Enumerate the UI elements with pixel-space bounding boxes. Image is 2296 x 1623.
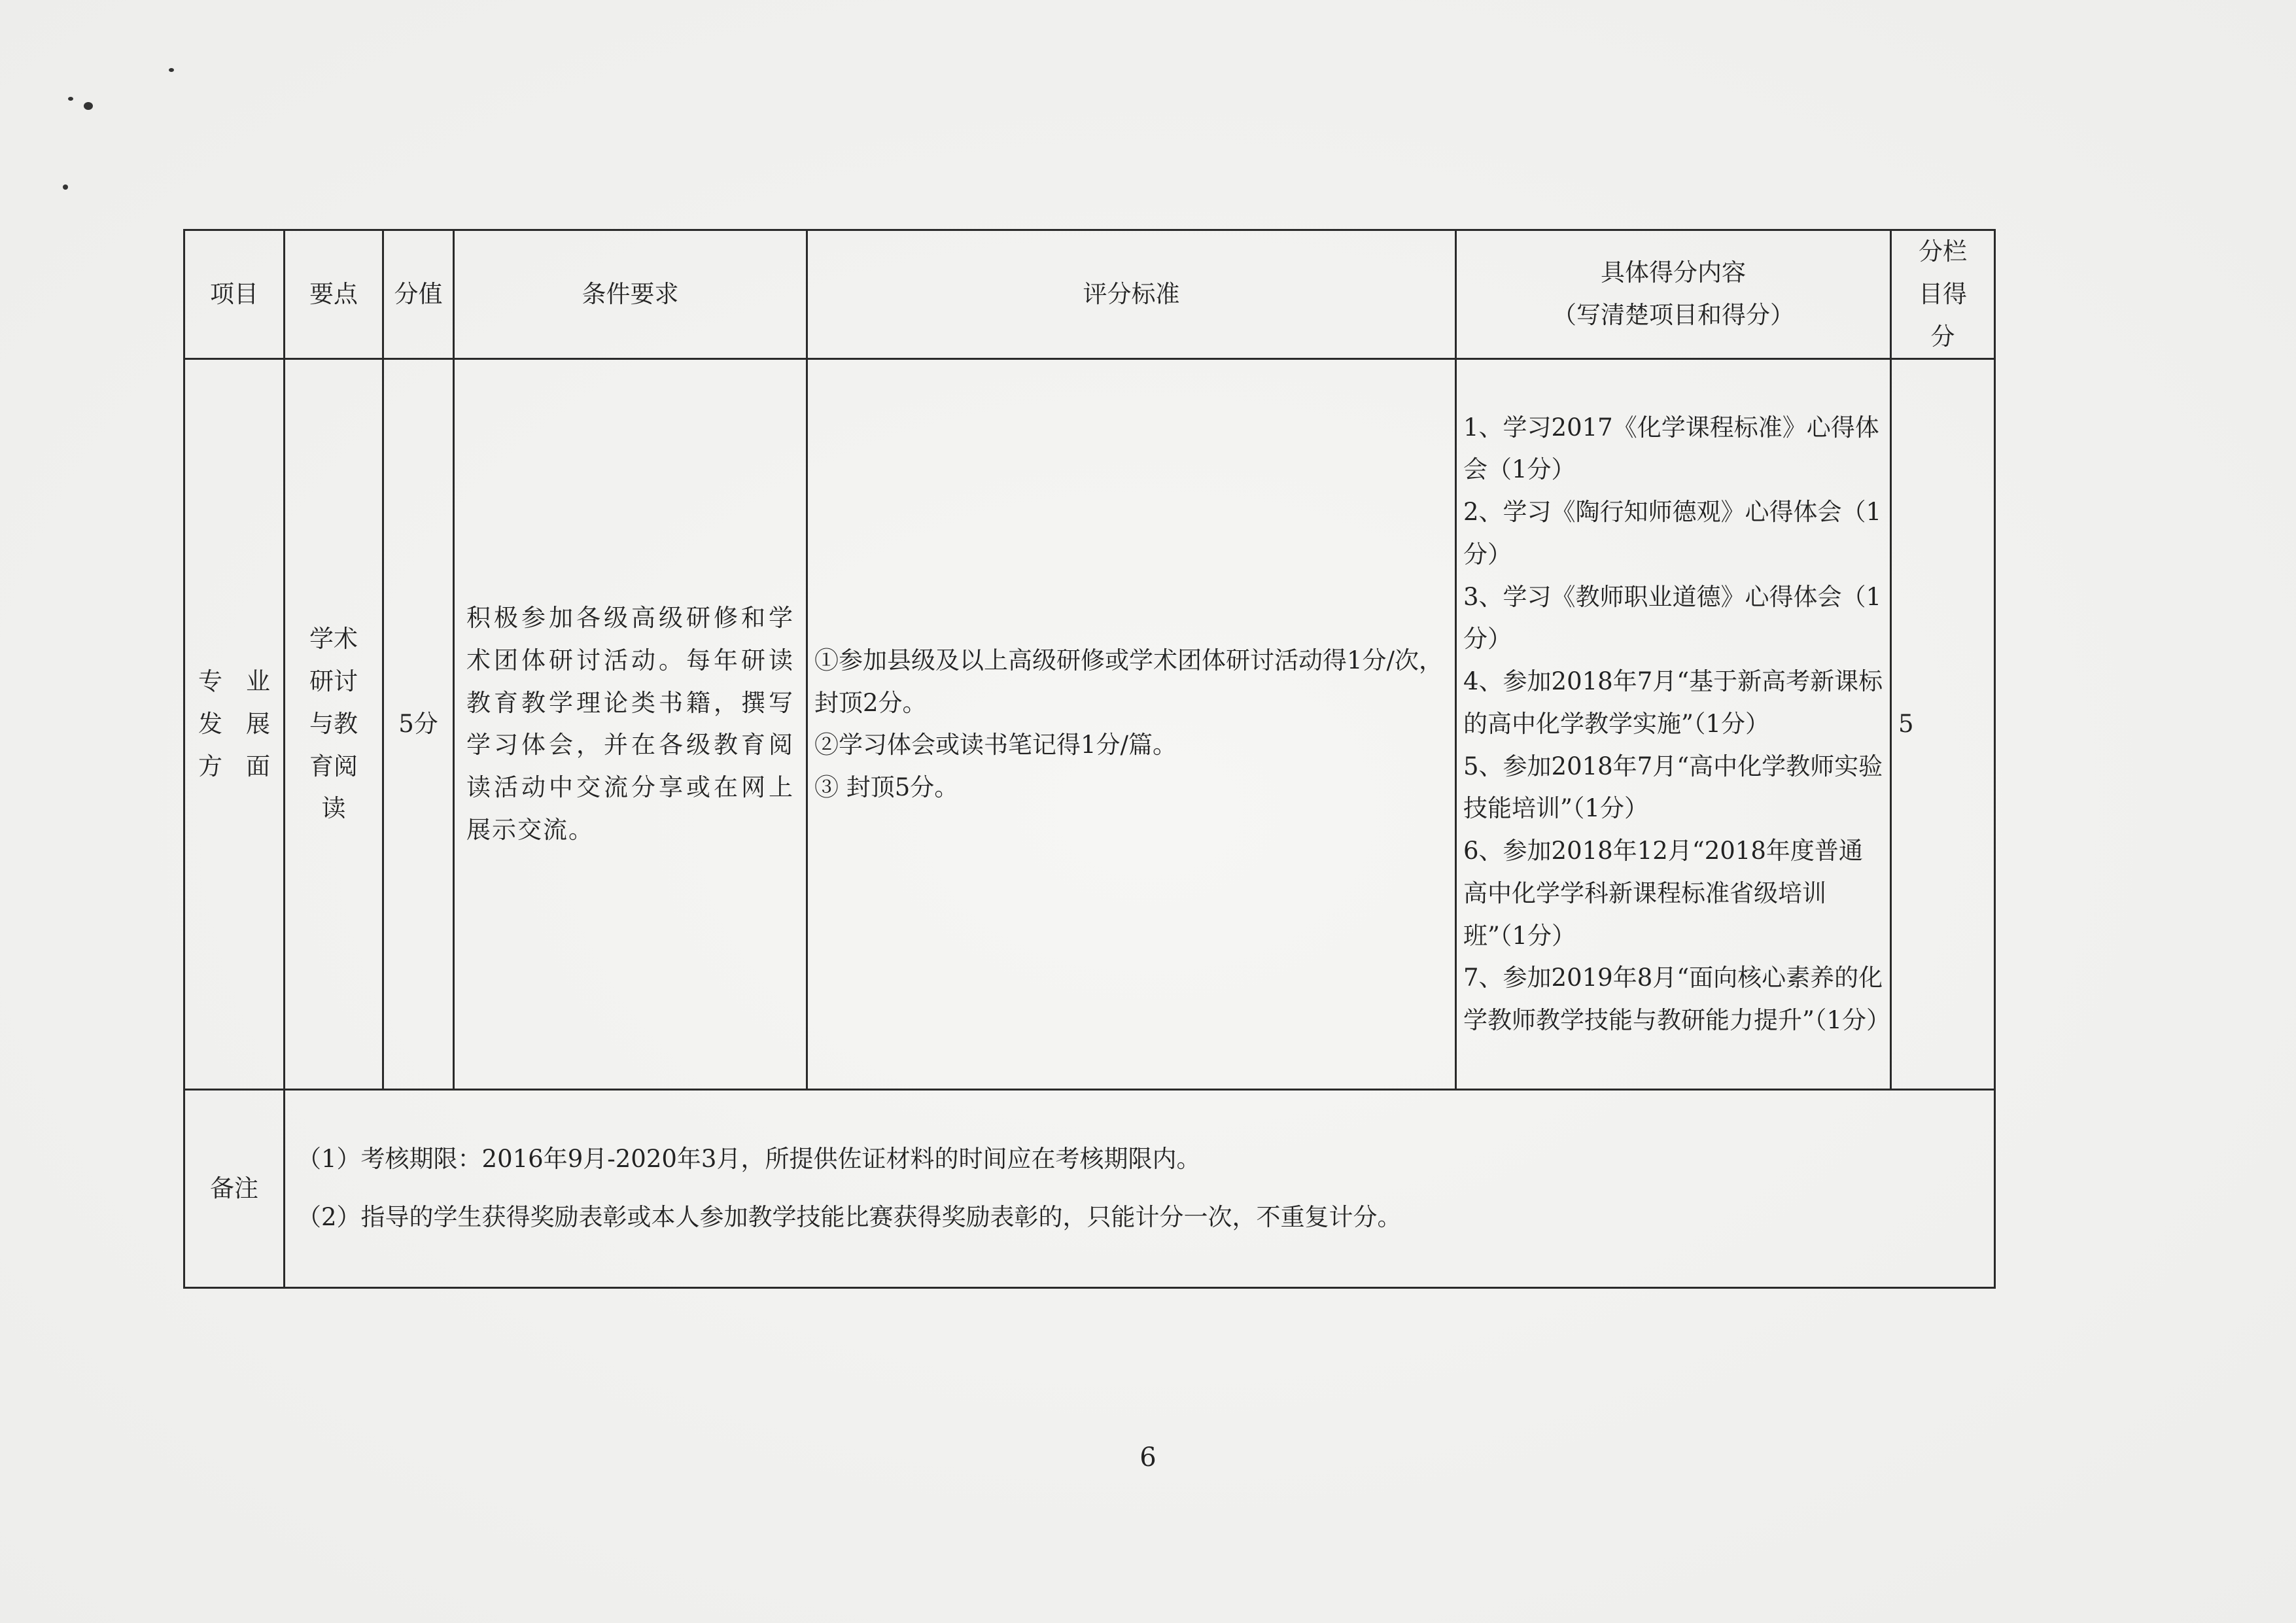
- header-key-point: 要点: [285, 230, 383, 359]
- section-score-value: 5: [1898, 709, 1914, 738]
- scan-speck: [84, 102, 93, 110]
- header-detail-subtitle: （写清楚项目和得分）: [1552, 301, 1794, 330]
- scan-speck: [169, 68, 174, 72]
- notes-label: 备注: [210, 1174, 258, 1202]
- evaluation-table: [183, 229, 1996, 1289]
- note-item-2: （2）指导的学生获得奖励表彰或本人参加教学技能比赛获得奖励表彰的，只能计分一次，不重复计分。: [297, 1203, 1402, 1232]
- key-point-text: 学术研讨与教育阅读: [309, 625, 358, 823]
- detail-item-3: 3、学习《教师职业道德》心得体会（1分）: [1463, 582, 1882, 654]
- header-score-value: 分值: [394, 279, 443, 308]
- requirements-text: 积极参加各级高级研修和学术团体研讨活动。每年研读教育教学理论类书籍，撰写学习体会，并在各级教育阅读活动中交流分享或在网上展示交流。: [466, 604, 794, 844]
- page-number: 6: [1139, 1442, 1157, 1473]
- standard-item-2: ②学习体会或读书笔记得1分/篇。: [814, 731, 1177, 759]
- notes-content-cell: [285, 1090, 1995, 1288]
- section-score-cell: [1891, 359, 1995, 1090]
- scan-speck: [63, 184, 68, 190]
- standard-item-3: ③ 封顶5分。: [814, 773, 959, 801]
- header-detail-title: 具体得分内容: [1601, 258, 1746, 287]
- detail-cell: [1456, 359, 1891, 1090]
- project-cell: [184, 359, 285, 1090]
- standard-item-1: ①参加县级及以上高级研修或学术团体研讨活动得1分/次，封顶2分。: [814, 646, 1444, 717]
- header-detail-cell: [1456, 230, 1891, 359]
- scoring-standard-cell: [807, 359, 1456, 1090]
- header-section-score-cell: [1891, 230, 1995, 359]
- header-score-value-cell: [383, 230, 454, 359]
- table-row: [184, 359, 1995, 1090]
- detail-item-7: 7、参加2019年8月“面向核心素养的化学教师教学技能与教研能力提升”（1分）: [1463, 964, 1890, 1035]
- detail-item-5: 5、参加2018年7月“高中化学教师实验技能培训”（1分）: [1463, 752, 1883, 823]
- scan-speck: [68, 97, 73, 101]
- header-scoring-standard: 评分标准: [807, 230, 1456, 359]
- detail-item-6: 6、参加2018年12月“2018年度普通高中化学学科新课程标准省级培训班”（1分）: [1463, 837, 1863, 950]
- header-requirements: 条件要求: [454, 230, 807, 359]
- header-section-score: 分栏目得分: [1919, 237, 1967, 351]
- notes-label-cell: [184, 1090, 285, 1288]
- detail-item-2: 2、学习《陶行知师德观》心得体会（1分）: [1463, 498, 1882, 568]
- detail-item-1: 1、学习2017《化学课程标准》心得体会（1分）: [1463, 413, 1879, 484]
- header-project: 项目: [184, 230, 285, 359]
- score-value-text: 5分: [398, 709, 438, 738]
- notes-row: [184, 1090, 1995, 1288]
- project-name: 专业发展方面: [198, 667, 270, 780]
- detail-item-4: 4、参加2018年7月“基于新高考新课标的高中化学教学实施”（1分）: [1463, 667, 1883, 738]
- key-point-cell: [285, 359, 383, 1090]
- requirements-cell: [454, 359, 807, 1090]
- note-item-1: （1）考核期限：2016年9月-2020年3月，所提供佐证材料的时间应在考核期限内。: [297, 1145, 1201, 1174]
- score-value-cell: [383, 359, 454, 1090]
- table-header-row: [184, 230, 1995, 359]
